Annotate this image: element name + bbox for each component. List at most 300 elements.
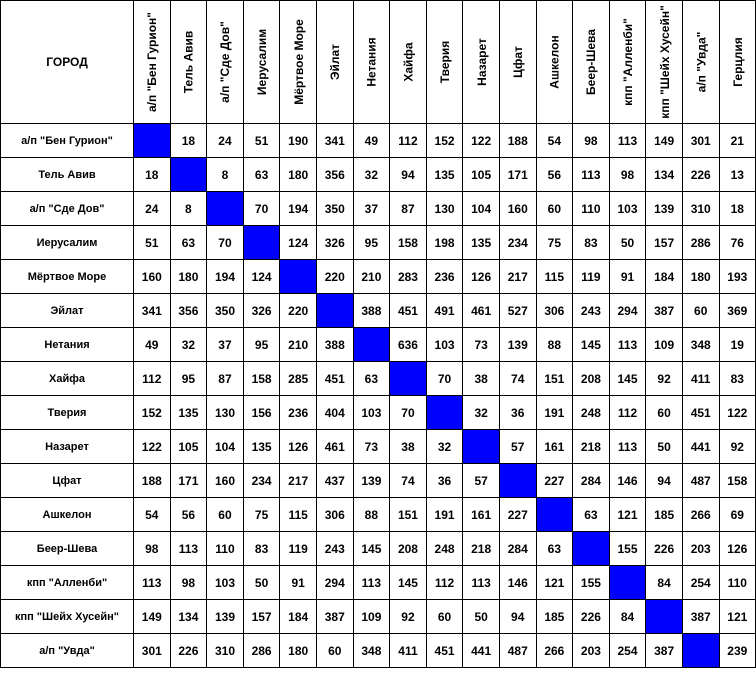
- distance-cell: 171: [170, 464, 207, 498]
- distance-cell: 36: [426, 464, 463, 498]
- distance-cell: 171: [499, 158, 536, 192]
- distance-cell: 63: [243, 158, 280, 192]
- distance-cell: 350: [207, 294, 244, 328]
- distance-cell: 54: [134, 498, 171, 532]
- column-header: Ашкелон: [536, 1, 573, 124]
- distance-cell: 24: [207, 124, 244, 158]
- distance-cell: 49: [134, 328, 171, 362]
- distance-cell: 149: [646, 124, 683, 158]
- distance-cell: 145: [573, 328, 610, 362]
- distance-cell: 350: [316, 192, 353, 226]
- distance-cell: 145: [609, 362, 646, 396]
- distance-cell: 198: [426, 226, 463, 260]
- distance-cell: 83: [719, 362, 756, 396]
- distance-cell: 105: [170, 430, 207, 464]
- distance-cell: 404: [316, 396, 353, 430]
- distance-cell: 356: [170, 294, 207, 328]
- distance-cell: 180: [170, 260, 207, 294]
- distance-cell: 491: [426, 294, 463, 328]
- distance-cell: 115: [536, 260, 573, 294]
- distance-cell: 301: [682, 124, 719, 158]
- distance-cell: 220: [280, 294, 317, 328]
- distance-cell: 226: [646, 532, 683, 566]
- distance-cell: 50: [243, 566, 280, 600]
- distance-cell: 294: [316, 566, 353, 600]
- table-row: [1, 430, 756, 464]
- distance-cell: 157: [243, 600, 280, 634]
- distance-cell: 75: [243, 498, 280, 532]
- column-header: а/п "Сде Дов": [207, 1, 244, 124]
- distance-cell: 36: [499, 396, 536, 430]
- distance-cell: 54: [536, 124, 573, 158]
- table-row: [1, 464, 756, 498]
- row-city-label: кпп "Шейх Хусейн": [1, 600, 134, 634]
- distance-cell: 356: [316, 158, 353, 192]
- distance-cell: 487: [682, 464, 719, 498]
- column-header: кпп "Шейх Хусейн": [646, 1, 683, 124]
- column-header: а/п "Увда": [682, 1, 719, 124]
- row-city-label: а/п "Увда": [1, 634, 134, 668]
- row-city-label: Иерусалим: [1, 226, 134, 260]
- corner-label: ГОРОД: [1, 1, 134, 124]
- distance-cell: 73: [463, 328, 500, 362]
- distance-cell: 220: [316, 260, 353, 294]
- distance-cell: 38: [390, 430, 427, 464]
- distance-cell: 152: [426, 124, 463, 158]
- table-row: [1, 158, 756, 192]
- distance-cell: 50: [646, 430, 683, 464]
- distance-cell: 63: [536, 532, 573, 566]
- distance-cell: 226: [573, 600, 610, 634]
- distance-cell: 98: [609, 158, 646, 192]
- distance-cell: 124: [280, 226, 317, 260]
- column-header: Тверия: [426, 1, 463, 124]
- distance-cell: 92: [390, 600, 427, 634]
- distance-cell: 94: [646, 464, 683, 498]
- distance-cell: 51: [243, 124, 280, 158]
- distance-cell: 113: [609, 124, 646, 158]
- distance-cell: 51: [134, 226, 171, 260]
- table-row: [1, 226, 756, 260]
- distance-cell: 92: [646, 362, 683, 396]
- table-row: [1, 192, 756, 226]
- distance-cell: 83: [573, 226, 610, 260]
- distance-cell: 124: [243, 260, 280, 294]
- distance-cell: 226: [682, 158, 719, 192]
- distance-cell: 57: [463, 464, 500, 498]
- distance-cell: 348: [682, 328, 719, 362]
- distance-cell: 94: [499, 600, 536, 634]
- diagonal-cell: [134, 124, 171, 158]
- distance-cell: 119: [573, 260, 610, 294]
- distance-cell: 92: [719, 430, 756, 464]
- distance-cell: 194: [207, 260, 244, 294]
- distance-cell: 145: [390, 566, 427, 600]
- distance-cell: 87: [390, 192, 427, 226]
- table-row: [1, 566, 756, 600]
- distance-cell: 24: [134, 192, 171, 226]
- distance-cell: 193: [719, 260, 756, 294]
- row-city-label: Мёртвое Море: [1, 260, 134, 294]
- distance-cell: 283: [390, 260, 427, 294]
- distance-cell: 266: [682, 498, 719, 532]
- distance-cell: 121: [609, 498, 646, 532]
- row-city-label: Нетания: [1, 328, 134, 362]
- distance-cell: 95: [243, 328, 280, 362]
- distance-cell: 95: [170, 362, 207, 396]
- distance-cell: 160: [499, 192, 536, 226]
- distance-cell: 112: [426, 566, 463, 600]
- distance-cell: 135: [463, 226, 500, 260]
- distance-cell: 348: [353, 634, 390, 668]
- distance-cell: 122: [134, 430, 171, 464]
- distance-cell: 69: [719, 498, 756, 532]
- distance-cell: 139: [646, 192, 683, 226]
- distance-cell: 56: [170, 498, 207, 532]
- distance-cell: 284: [499, 532, 536, 566]
- distance-cell: 149: [134, 600, 171, 634]
- distance-cell: 294: [609, 294, 646, 328]
- diagonal-cell: [243, 226, 280, 260]
- diagonal-cell: [646, 600, 683, 634]
- distance-cell: 254: [682, 566, 719, 600]
- row-city-label: Хайфа: [1, 362, 134, 396]
- distance-cell: 56: [536, 158, 573, 192]
- diagonal-cell: [609, 566, 646, 600]
- distance-cell: 18: [134, 158, 171, 192]
- distance-cell: 451: [682, 396, 719, 430]
- distance-cell: 134: [170, 600, 207, 634]
- distance-cell: 146: [609, 464, 646, 498]
- distance-cell: 109: [353, 600, 390, 634]
- distance-cell: 387: [646, 294, 683, 328]
- column-header: Мёртвое Море: [280, 1, 317, 124]
- distance-cell: 188: [134, 464, 171, 498]
- column-header: Нетания: [353, 1, 390, 124]
- diagonal-cell: [499, 464, 536, 498]
- distance-cell: 203: [573, 634, 610, 668]
- distance-cell: 98: [134, 532, 171, 566]
- distance-cell: 122: [719, 396, 756, 430]
- distance-cell: 218: [573, 430, 610, 464]
- distance-cell: 188: [499, 124, 536, 158]
- column-header: Герцлия: [719, 1, 756, 124]
- distance-cell: 110: [207, 532, 244, 566]
- distance-cell: 184: [646, 260, 683, 294]
- distance-cell: 60: [316, 634, 353, 668]
- distance-cell: 70: [426, 362, 463, 396]
- distance-cell: 126: [280, 430, 317, 464]
- table-row: [1, 328, 756, 362]
- distance-cell: 180: [682, 260, 719, 294]
- diagonal-cell: [170, 158, 207, 192]
- table-row: [1, 498, 756, 532]
- row-city-label: Тверия: [1, 396, 134, 430]
- distance-cell: 527: [499, 294, 536, 328]
- distance-cell: 103: [609, 192, 646, 226]
- distance-cell: 161: [463, 498, 500, 532]
- distance-cell: 84: [609, 600, 646, 634]
- distance-cell: 63: [170, 226, 207, 260]
- table-row: [1, 396, 756, 430]
- distance-cell: 37: [353, 192, 390, 226]
- distance-cell: 239: [719, 634, 756, 668]
- distance-cell: 266: [536, 634, 573, 668]
- distance-cell: 286: [682, 226, 719, 260]
- distance-cell: 217: [499, 260, 536, 294]
- diagonal-cell: [316, 294, 353, 328]
- distance-cell: 151: [390, 498, 427, 532]
- distance-cell: 461: [316, 430, 353, 464]
- distance-cell: 284: [573, 464, 610, 498]
- distance-cell: 210: [353, 260, 390, 294]
- column-header: Иерусалим: [243, 1, 280, 124]
- distance-cell: 76: [719, 226, 756, 260]
- distance-cell: 73: [353, 430, 390, 464]
- distance-cell: 32: [170, 328, 207, 362]
- distance-cell: 115: [280, 498, 317, 532]
- diagonal-cell: [682, 634, 719, 668]
- distance-cell: 146: [499, 566, 536, 600]
- distance-cell: 113: [463, 566, 500, 600]
- distance-cell: 113: [573, 158, 610, 192]
- distance-cell: 236: [280, 396, 317, 430]
- distance-cell: 158: [390, 226, 427, 260]
- distance-cell: 190: [280, 124, 317, 158]
- row-city-label: Ашкелон: [1, 498, 134, 532]
- row-city-label: Беер-Шева: [1, 532, 134, 566]
- distance-cell: 134: [646, 158, 683, 192]
- distance-cell: 94: [390, 158, 427, 192]
- distance-cell: 341: [134, 294, 171, 328]
- distance-cell: 121: [536, 566, 573, 600]
- column-header: Назарет: [463, 1, 500, 124]
- distance-cell: 113: [609, 430, 646, 464]
- distance-cell: 32: [463, 396, 500, 430]
- distance-cell: 122: [463, 124, 500, 158]
- distance-cell: 180: [280, 634, 317, 668]
- distance-cell: 135: [243, 430, 280, 464]
- distance-cell: 21: [719, 124, 756, 158]
- distance-cell: 104: [207, 430, 244, 464]
- distance-cell: 113: [609, 328, 646, 362]
- diagonal-cell: [390, 362, 427, 396]
- distance-cell: 184: [280, 600, 317, 634]
- distance-cell: 387: [682, 600, 719, 634]
- distance-cell: 112: [134, 362, 171, 396]
- column-header: Тель Авив: [170, 1, 207, 124]
- distance-cell: 119: [280, 532, 317, 566]
- diagonal-cell: [463, 430, 500, 464]
- diagonal-cell: [573, 532, 610, 566]
- distance-cell: 411: [390, 634, 427, 668]
- table-row: [1, 260, 756, 294]
- distance-cell: 57: [499, 430, 536, 464]
- distance-cell: 388: [316, 328, 353, 362]
- distance-cell: 441: [682, 430, 719, 464]
- distance-cell: 234: [243, 464, 280, 498]
- distance-cell: 310: [207, 634, 244, 668]
- distance-cell: 130: [426, 192, 463, 226]
- distance-cell: 70: [243, 192, 280, 226]
- distance-cell: 234: [499, 226, 536, 260]
- distance-cell: 227: [499, 498, 536, 532]
- distance-cell: 387: [316, 600, 353, 634]
- distance-cell: 203: [682, 532, 719, 566]
- distance-cell: 135: [426, 158, 463, 192]
- distance-cell: 135: [170, 396, 207, 430]
- distance-cell: 388: [353, 294, 390, 328]
- distance-cell: 248: [573, 396, 610, 430]
- distance-cell: 70: [207, 226, 244, 260]
- row-city-label: Назарет: [1, 430, 134, 464]
- table-row: [1, 362, 756, 396]
- distance-cell: 310: [682, 192, 719, 226]
- distance-cell: 411: [682, 362, 719, 396]
- column-header: Хайфа: [390, 1, 427, 124]
- distance-cell: 139: [207, 600, 244, 634]
- row-city-label: а/п "Бен Гурион": [1, 124, 134, 158]
- distance-cell: 217: [280, 464, 317, 498]
- distance-cell: 126: [719, 532, 756, 566]
- distance-cell: 191: [536, 396, 573, 430]
- distance-cell: 145: [353, 532, 390, 566]
- distance-cell: 157: [646, 226, 683, 260]
- distance-cell: 306: [316, 498, 353, 532]
- distance-cell: 437: [316, 464, 353, 498]
- distance-cell: 155: [573, 566, 610, 600]
- column-header: Цфат: [499, 1, 536, 124]
- distance-cell: 194: [280, 192, 317, 226]
- distance-cell: 98: [170, 566, 207, 600]
- distance-cell: 110: [719, 566, 756, 600]
- distance-cell: 254: [609, 634, 646, 668]
- distance-cell: 369: [719, 294, 756, 328]
- distance-cell: 226: [170, 634, 207, 668]
- distance-cell: 60: [646, 396, 683, 430]
- distance-cell: 103: [353, 396, 390, 430]
- table-row: [1, 634, 756, 668]
- distance-cell: 74: [390, 464, 427, 498]
- header-row: [1, 1, 756, 124]
- distance-cell: 60: [682, 294, 719, 328]
- row-city-label: кпп "Алленби": [1, 566, 134, 600]
- distance-cell: 98: [573, 124, 610, 158]
- distance-cell: 208: [573, 362, 610, 396]
- distance-cell: 105: [463, 158, 500, 192]
- distance-cell: 139: [353, 464, 390, 498]
- diagonal-cell: [536, 498, 573, 532]
- diagonal-cell: [426, 396, 463, 430]
- distance-cell: 70: [390, 396, 427, 430]
- distance-cell: 151: [536, 362, 573, 396]
- distance-cell: 243: [316, 532, 353, 566]
- distance-cell: 88: [353, 498, 390, 532]
- distance-cell: 37: [207, 328, 244, 362]
- distance-cell: 487: [499, 634, 536, 668]
- distance-cell: 18: [170, 124, 207, 158]
- table-row: [1, 294, 756, 328]
- distance-cell: 32: [426, 430, 463, 464]
- distance-cell: 248: [426, 532, 463, 566]
- distance-cell: 87: [207, 362, 244, 396]
- distance-cell: 60: [207, 498, 244, 532]
- table-body: [1, 124, 756, 668]
- distance-cell: 49: [353, 124, 390, 158]
- column-header: Эйлат: [316, 1, 353, 124]
- distance-cell: 161: [536, 430, 573, 464]
- distance-cell: 155: [609, 532, 646, 566]
- row-city-label: Тель Авив: [1, 158, 134, 192]
- distance-cell: 91: [280, 566, 317, 600]
- distance-cell: 63: [573, 498, 610, 532]
- distance-cell: 180: [280, 158, 317, 192]
- distance-cell: 387: [646, 634, 683, 668]
- distance-cell: 83: [243, 532, 280, 566]
- diagonal-cell: [353, 328, 390, 362]
- distance-cell: 286: [243, 634, 280, 668]
- row-city-label: а/п "Сде Дов": [1, 192, 134, 226]
- distance-cell: 63: [353, 362, 390, 396]
- distance-cell: 441: [463, 634, 500, 668]
- table-row: [1, 124, 756, 158]
- distance-cell: 112: [390, 124, 427, 158]
- distance-cell: 218: [463, 532, 500, 566]
- distance-cell: 75: [536, 226, 573, 260]
- distance-cell: 18: [719, 192, 756, 226]
- distance-cell: 326: [316, 226, 353, 260]
- distance-cell: 110: [573, 192, 610, 226]
- distance-cell: 95: [353, 226, 390, 260]
- distance-cell: 74: [499, 362, 536, 396]
- distance-cell: 451: [316, 362, 353, 396]
- distance-cell: 113: [353, 566, 390, 600]
- column-header: Беер-Шева: [573, 1, 610, 124]
- distance-cell: 91: [609, 260, 646, 294]
- distance-cell: 60: [426, 600, 463, 634]
- distance-cell: 19: [719, 328, 756, 362]
- distance-cell: 113: [134, 566, 171, 600]
- distance-cell: 301: [134, 634, 171, 668]
- distance-cell: 104: [463, 192, 500, 226]
- distance-cell: 227: [536, 464, 573, 498]
- distance-cell: 8: [170, 192, 207, 226]
- distance-cell: 160: [207, 464, 244, 498]
- distance-cell: 8: [207, 158, 244, 192]
- distance-cell: 121: [719, 600, 756, 634]
- distance-cell: 113: [170, 532, 207, 566]
- diagonal-cell: [207, 192, 244, 226]
- distance-cell: 236: [426, 260, 463, 294]
- diagonal-cell: [280, 260, 317, 294]
- distance-cell: 50: [609, 226, 646, 260]
- distance-cell: 139: [499, 328, 536, 362]
- column-header: а/п "Бен Гурион": [134, 1, 171, 124]
- distance-cell: 152: [134, 396, 171, 430]
- distance-cell: 158: [243, 362, 280, 396]
- distance-cell: 208: [390, 532, 427, 566]
- distance-cell: 88: [536, 328, 573, 362]
- distance-cell: 84: [646, 566, 683, 600]
- distance-cell: 109: [646, 328, 683, 362]
- distance-cell: 103: [207, 566, 244, 600]
- row-city-label: Эйлат: [1, 294, 134, 328]
- distance-cell: 210: [280, 328, 317, 362]
- distance-cell: 185: [646, 498, 683, 532]
- distance-cell: 103: [426, 328, 463, 362]
- distance-cell: 158: [719, 464, 756, 498]
- distance-cell: 13: [719, 158, 756, 192]
